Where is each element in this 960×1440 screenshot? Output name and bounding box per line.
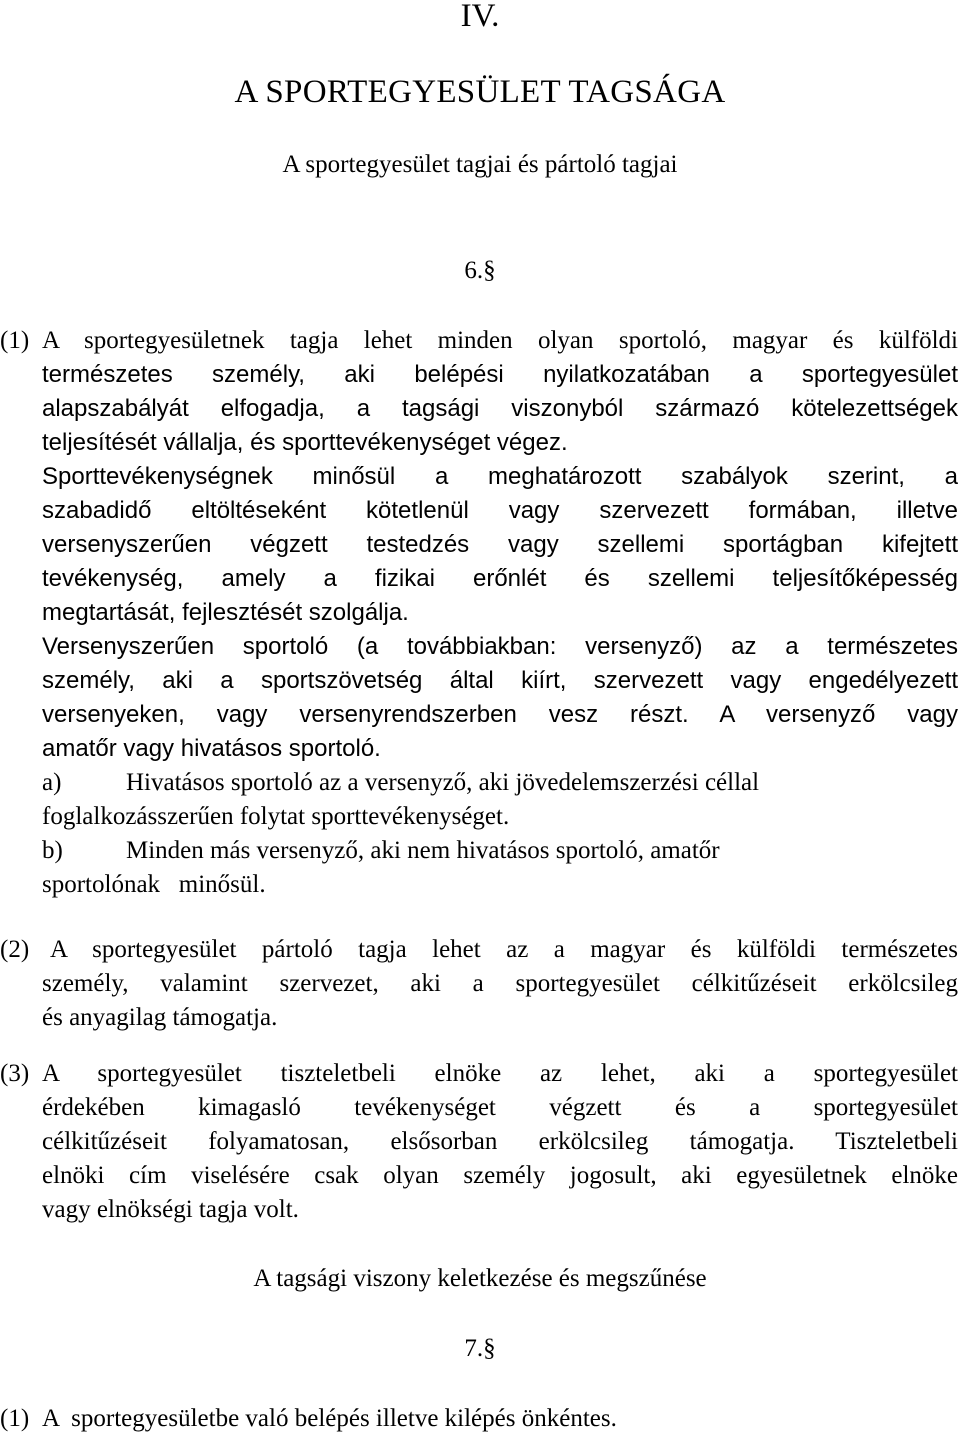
paragraph-line: szabadidő eltöltéseként kötetlenül vagy szervezett formában, illetve: [42, 497, 958, 524]
paragraph-6-2: [42, 933, 958, 1035]
chapter-title: A SPORTEGYESÜLET TAGSÁGA: [234, 74, 726, 110]
paragraph-line: elnöki cím viselésére csak olyan személy jogosult, aki egyesületnek elnöke: [42, 1162, 958, 1189]
paragraph-line: célkitűzéseit folyamatosan, elsősorban erkölcsileg támogatja. Tiszteletbeli: [42, 1128, 958, 1155]
paragraph-line: Sporttevékenységnek minősül a meghatározott szabályok szerint, a: [42, 463, 958, 490]
paragraph-number-6-2: (2): [0, 936, 30, 963]
chapter-number: IV.: [460, 0, 500, 34]
section-heading-6: [0, 254, 960, 288]
paragraph-number-6-3: (3): [0, 1060, 30, 1087]
paragraph-number-7-1: (1): [0, 1405, 30, 1432]
list-item-text: Minden más versenyző, aki nem hivatásos sportoló, amatőr: [126, 837, 720, 864]
paragraph-6-3: [42, 1057, 958, 1227]
paragraph-6-1: [42, 324, 958, 902]
paragraph-number-6-1: (1): [0, 327, 30, 354]
list-item-label: b): [42, 837, 63, 864]
paragraph-7-1: A sportegyesületbe való belépés illetve kilépés önkéntes.: [42, 1405, 617, 1432]
paragraph-line: A sportegyesület pártoló tagja lehet az a magyar és külföldi természetes: [50, 936, 958, 963]
section-number: 7.: [464, 1335, 484, 1362]
paragraph-line: érdekében kimagasló tevékenységet végzett és a sportegyesület: [42, 1094, 958, 1121]
paragraph-line: versenyeken, vagy versenyrendszerben vesz részt. A versenyző vagy: [42, 701, 958, 728]
paragraph-line: vagy elnökségi tagja volt.: [42, 1196, 299, 1223]
list-item-continuation: sportolónak minősül.: [42, 871, 266, 898]
paragraph-line: A sportegyesület tiszteletbeli elnöke az lehet, aki a sportegyesület: [42, 1060, 958, 1087]
paragraph-line: versenyszerűen végzett testedzés vagy szellemi sportágban kifejtett: [42, 531, 958, 558]
paragraph-line: személy, valamint szervezet, aki a sportegyesület célkitűzéseit erkölcsileg: [42, 970, 958, 997]
paragraph-line: A sportegyesületnek tagja lehet minden olyan sportoló, magyar és külföldi: [42, 327, 958, 354]
section-number: 6.: [464, 257, 484, 284]
paragraph-line: és anyagilag támogatja.: [42, 1004, 278, 1031]
paragraph-line: Versenyszerűen sportoló (a továbbiakban: versenyző) az a természetes: [42, 633, 958, 660]
paragraph-line: személy, aki a sportszövetség által kiírt, szervezett vagy engedélyezett: [42, 667, 958, 694]
list-item-text: Hivatásos sportoló az a versenyző, aki jövedelemszerzési céllal: [126, 769, 760, 796]
paragraph-line: megtartását, fejlesztését szolgálja.: [42, 599, 409, 626]
list-item-label: a): [42, 769, 62, 796]
paragraph-line: természetes személy, aki belépési nyilatkozatában a sportegyesület: [42, 361, 958, 388]
paragraph-line: teljesítését vállalja, és sporttevékenységet végez.: [42, 429, 568, 456]
list-item-continuation: foglalkozásszerűen folytat sporttevékenységet.: [42, 803, 510, 830]
section-sign-icon: §: [483, 1335, 496, 1362]
section-subtitle-2: A tagsági viszony keletkezése és megszűnése: [253, 1265, 707, 1292]
paragraph-line: tevékenység, amely a fizikai erőnlét és szellemi teljesítőképesség: [42, 565, 958, 592]
section-sign-icon: §: [483, 257, 496, 284]
section-subtitle: A sportegyesület tagjai és pártoló tagjai: [282, 151, 678, 178]
section-heading-7: [0, 1332, 960, 1366]
paragraph-line: alapszabályát elfogadja, a tagsági viszonyból származó kötelezettségek: [42, 395, 958, 422]
list-item-b: [42, 834, 958, 868]
paragraph-line: amatőr vagy hivatásos sportoló.: [42, 735, 381, 762]
list-item-a: [42, 766, 958, 800]
